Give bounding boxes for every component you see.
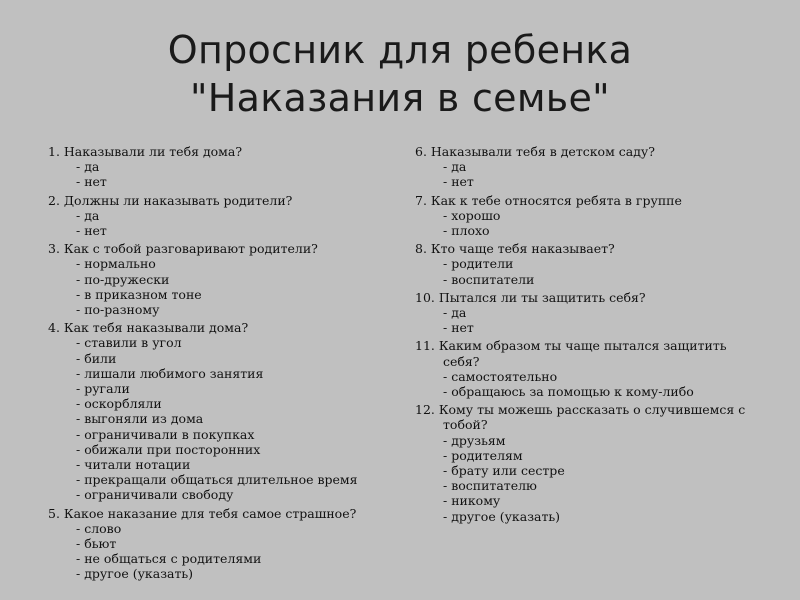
question-item	[415, 144, 760, 190]
question-item	[415, 241, 760, 287]
question-text	[48, 193, 388, 208]
answer-option: - воспитателю	[443, 478, 537, 494]
question-text	[415, 402, 760, 432]
answer-option: - ограничивали в покупках	[76, 426, 255, 442]
answer-option: - читали нотации	[76, 457, 191, 473]
question-text-continuation: тобой?	[443, 417, 488, 433]
question-item	[48, 506, 388, 582]
answer-option: - да	[76, 207, 100, 223]
answer-option: - воспитатели	[443, 271, 535, 287]
question-text-line: 12. Кому ты можешь рассказать о случившемся с	[415, 402, 746, 418]
question-text-line: 3. Как с тобой разговаривают родители?	[48, 241, 318, 257]
answer-option: - в приказном тоне	[76, 286, 202, 302]
answer-option: - прекращали общаться длительное время	[76, 472, 358, 488]
question-text	[48, 241, 388, 256]
answer-option: - выгоняли из дома	[76, 411, 204, 427]
question-text	[415, 338, 760, 368]
question-text	[415, 241, 760, 256]
answer-option: - родители	[443, 256, 514, 272]
answer-option: - оскорбляли	[76, 396, 162, 412]
answer-option: - бьют	[76, 536, 117, 552]
answer-option: - нормально	[76, 256, 156, 272]
answer-option: - обращаюсь за помощью к кому-либо	[443, 384, 694, 400]
answer-option: - нет	[443, 174, 474, 190]
question-text-continuation: себя?	[443, 353, 480, 369]
answer-option: - слово	[76, 520, 122, 536]
answer-option: - по-разному	[76, 302, 160, 318]
answer-option: - по-дружески	[76, 271, 170, 287]
answer-option: - нет	[443, 320, 474, 336]
question-item	[48, 193, 388, 239]
question-text	[48, 506, 388, 521]
answer-option: - не общаться с родителями	[76, 551, 262, 567]
left-question-column	[48, 144, 388, 585]
title-line-2: "Наказания в семье"	[190, 76, 610, 120]
question-text-line: 10. Пытался ли ты защитить себя?	[415, 289, 646, 305]
answer-option: - да	[443, 305, 467, 321]
answer-option: - другое (указать)	[76, 566, 194, 582]
question-item	[415, 338, 760, 399]
question-text-line: 8. Кто чаще тебя наказывает?	[415, 241, 615, 257]
question-text-line: 11. Каким образом ты чаще пытался защитить	[415, 338, 727, 354]
answer-option: - да	[76, 159, 100, 175]
question-item	[415, 402, 760, 524]
answer-option: - лишали любимого занятия	[76, 365, 264, 381]
question-text-line: 2. Должны ли наказывать родители?	[48, 192, 293, 208]
question-text-line: 7. Как к тебе относятся ребята в группе	[415, 192, 682, 208]
question-text-line: 5. Какое наказание для тебя самое страшное?	[48, 505, 357, 521]
answer-option: - ставили в угол	[76, 335, 182, 351]
answer-option: - плохо	[443, 223, 490, 239]
answer-option: - родителям	[443, 447, 523, 463]
question-item	[48, 144, 388, 190]
answer-option: - никому	[443, 493, 501, 509]
question-item	[415, 193, 760, 239]
answer-option: - друзьям	[443, 432, 506, 448]
question-text-line: 6. Наказывали тебя в детском саду?	[415, 144, 655, 159]
answer-option: - били	[76, 350, 117, 366]
question-text	[415, 290, 760, 305]
answer-option: - ограничивали свободу	[76, 487, 234, 503]
title-line-1: Опросник для ребенка	[167, 28, 633, 72]
answer-option: - обижали при посторонних	[76, 441, 261, 457]
answer-option: - нет	[76, 223, 107, 239]
answer-option: - да	[443, 159, 467, 175]
question-text	[415, 144, 760, 159]
page-title	[0, 26, 800, 122]
question-text	[48, 320, 388, 335]
question-item	[415, 290, 760, 336]
question-text-line: 4. Как тебя наказывали дома?	[48, 320, 249, 336]
question-item	[48, 241, 388, 317]
answer-option: - брату или сестре	[443, 463, 565, 479]
question-text	[48, 144, 388, 159]
answer-option: - самостоятельно	[443, 368, 558, 384]
right-question-column	[415, 144, 760, 527]
answer-option: - нет	[76, 174, 107, 190]
answer-option: - хорошо	[443, 207, 501, 223]
answer-option: - другое (указать)	[443, 508, 561, 524]
question-text	[415, 193, 760, 208]
question-item	[48, 320, 388, 502]
question-text-line: 1. Наказывали ли тебя дома?	[48, 144, 243, 159]
answer-option: - ругали	[76, 381, 130, 397]
